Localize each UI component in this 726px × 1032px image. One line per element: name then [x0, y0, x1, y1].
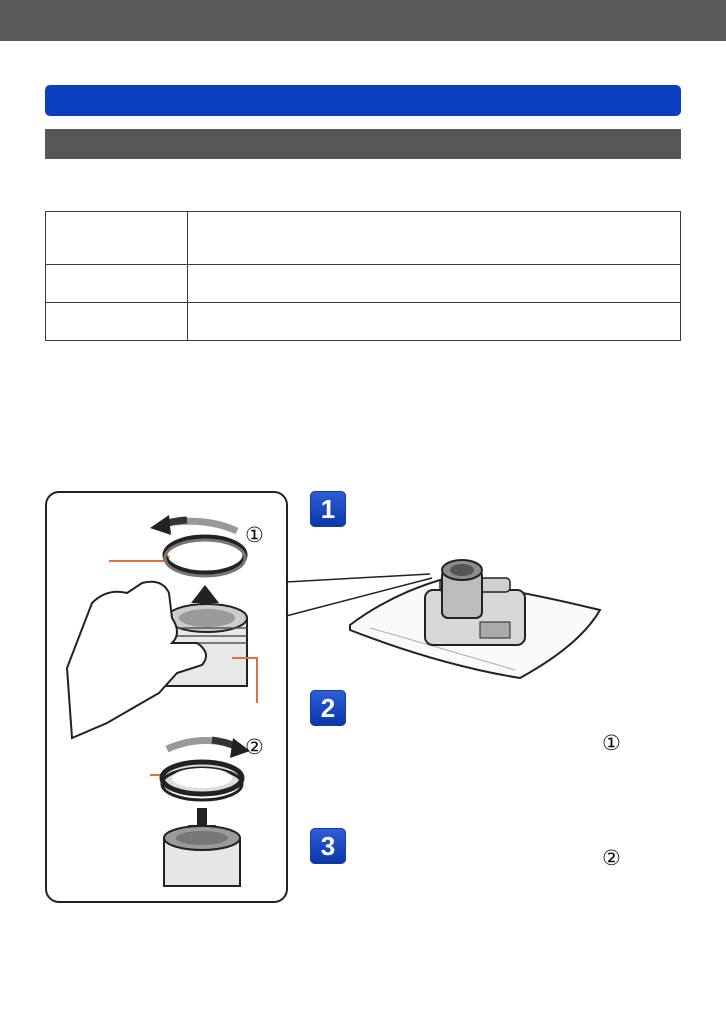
marker-2: ②: [245, 736, 264, 759]
step-2-badge: 2: [310, 690, 346, 726]
step-1-badge: 1: [310, 491, 346, 527]
step-3-marker: ②: [602, 847, 621, 870]
step-3-badge: 3: [310, 828, 346, 864]
camera-icon: [425, 560, 525, 645]
camera-on-cloth-illustration: [280, 550, 610, 680]
step-2-marker: ①: [602, 732, 621, 755]
marker-1: ①: [245, 524, 264, 547]
